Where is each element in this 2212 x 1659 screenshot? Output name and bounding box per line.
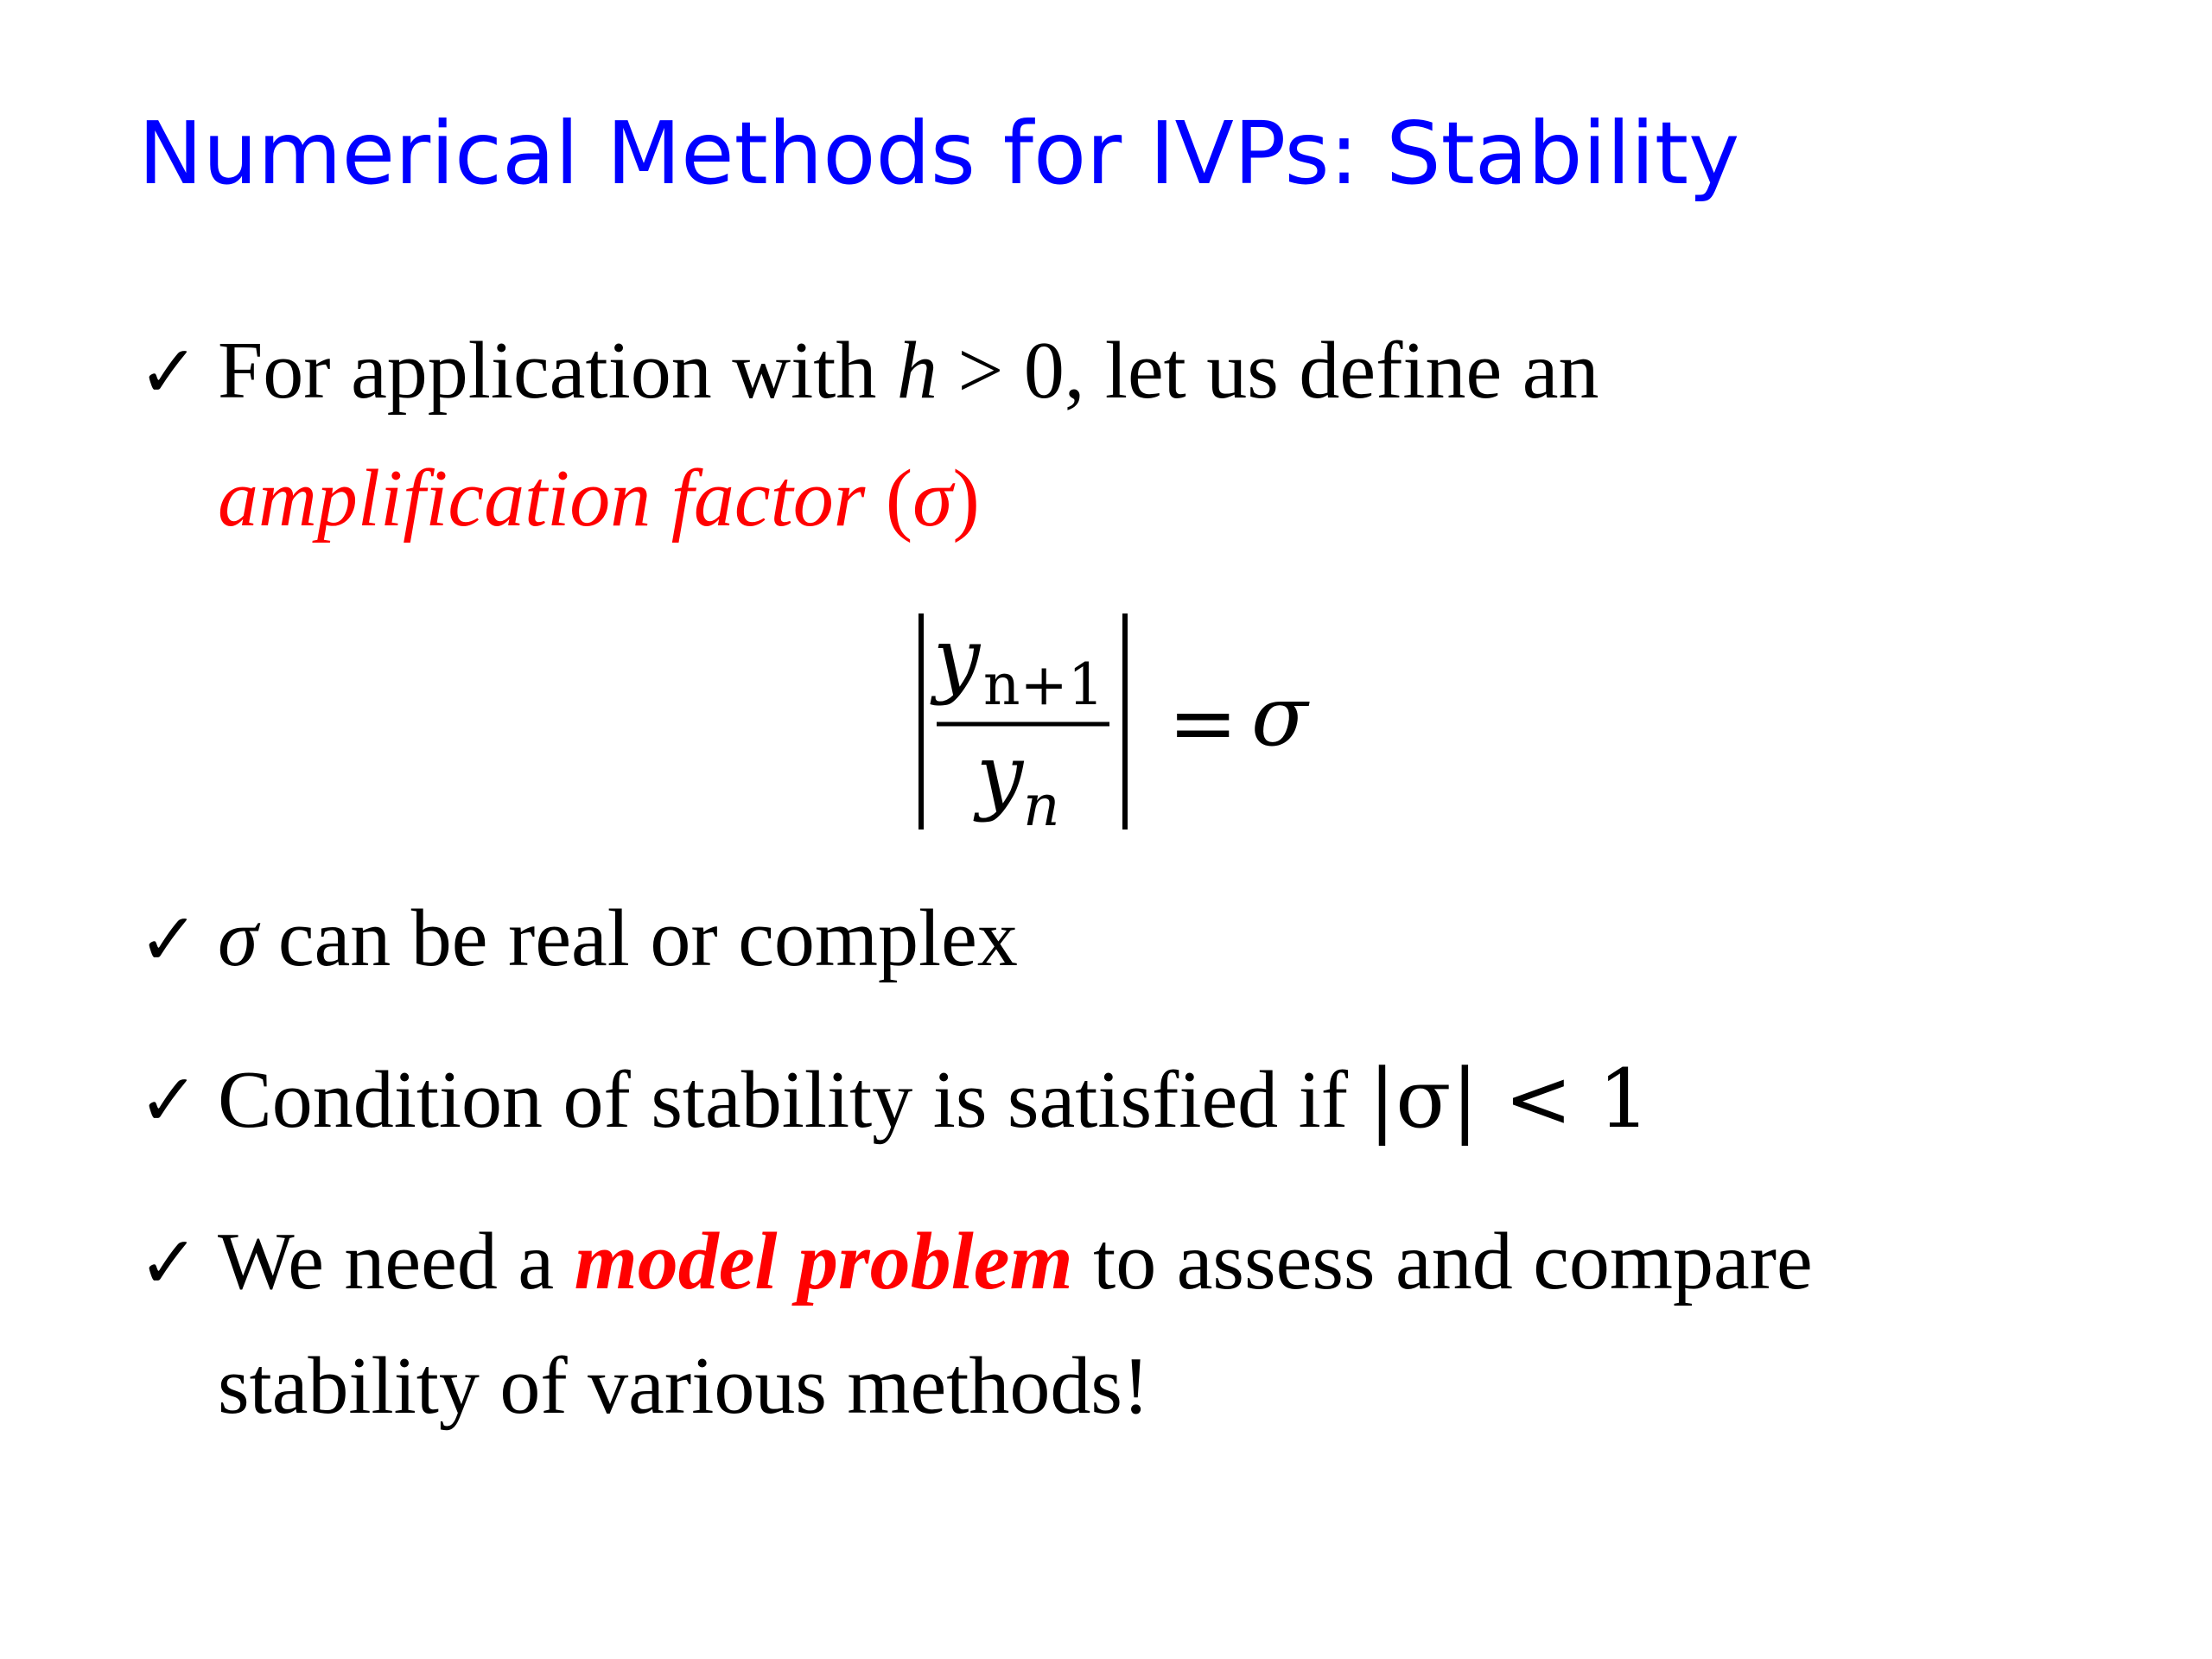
equals-sign: = (1168, 675, 1238, 772)
rhs-sigma: σ (1251, 668, 1308, 765)
denominator-y: y (976, 727, 1024, 823)
bullet-4-continuation: stability of various methods! (218, 1341, 1150, 1431)
bullet-3-body: Condition of stability is satisfied if (218, 1055, 1369, 1145)
slide-title: Numerical Methods for IVPs: Stability (138, 103, 1740, 204)
amplification-factor-term: amplification factor (218, 454, 866, 543)
sigma-symbol: σ (218, 893, 258, 983)
bullet-4-line-2 (218, 1339, 1149, 1433)
bullet-2-text (218, 892, 1018, 985)
bullet-1-gt-zero: > 0 (937, 326, 1065, 416)
denominator-subscript: n (1023, 772, 1060, 839)
bullet-4-prefix: We need a (218, 1217, 575, 1306)
bullet-2-body: can be real or complex (257, 893, 1018, 983)
sigma-symbol: σ (912, 454, 953, 543)
bullet-1-suffix: , let us define an (1064, 326, 1599, 416)
paren-close: ) (952, 454, 980, 543)
bullet-4-suffix: to assess and compare (1072, 1217, 1813, 1306)
checkmark-icon: ✓ (138, 1058, 200, 1142)
variable-h: h (896, 326, 938, 416)
model-problem-term: model problem (574, 1217, 1073, 1306)
numerator-y: y (933, 610, 981, 707)
checkmark-icon: ✓ (138, 897, 200, 982)
stability-condition-math: |σ| < 1 (1368, 1052, 1650, 1147)
checkmark-icon: ✓ (138, 1220, 200, 1305)
paren-open: ( (865, 454, 913, 543)
checkmark-icon: ✓ (138, 329, 200, 414)
bullet-1-prefix: For application with (218, 326, 897, 416)
numerator-subscript: n+1 (983, 652, 1104, 718)
bullet-3-text (218, 1052, 1649, 1147)
bullet-4-text (218, 1215, 1813, 1308)
